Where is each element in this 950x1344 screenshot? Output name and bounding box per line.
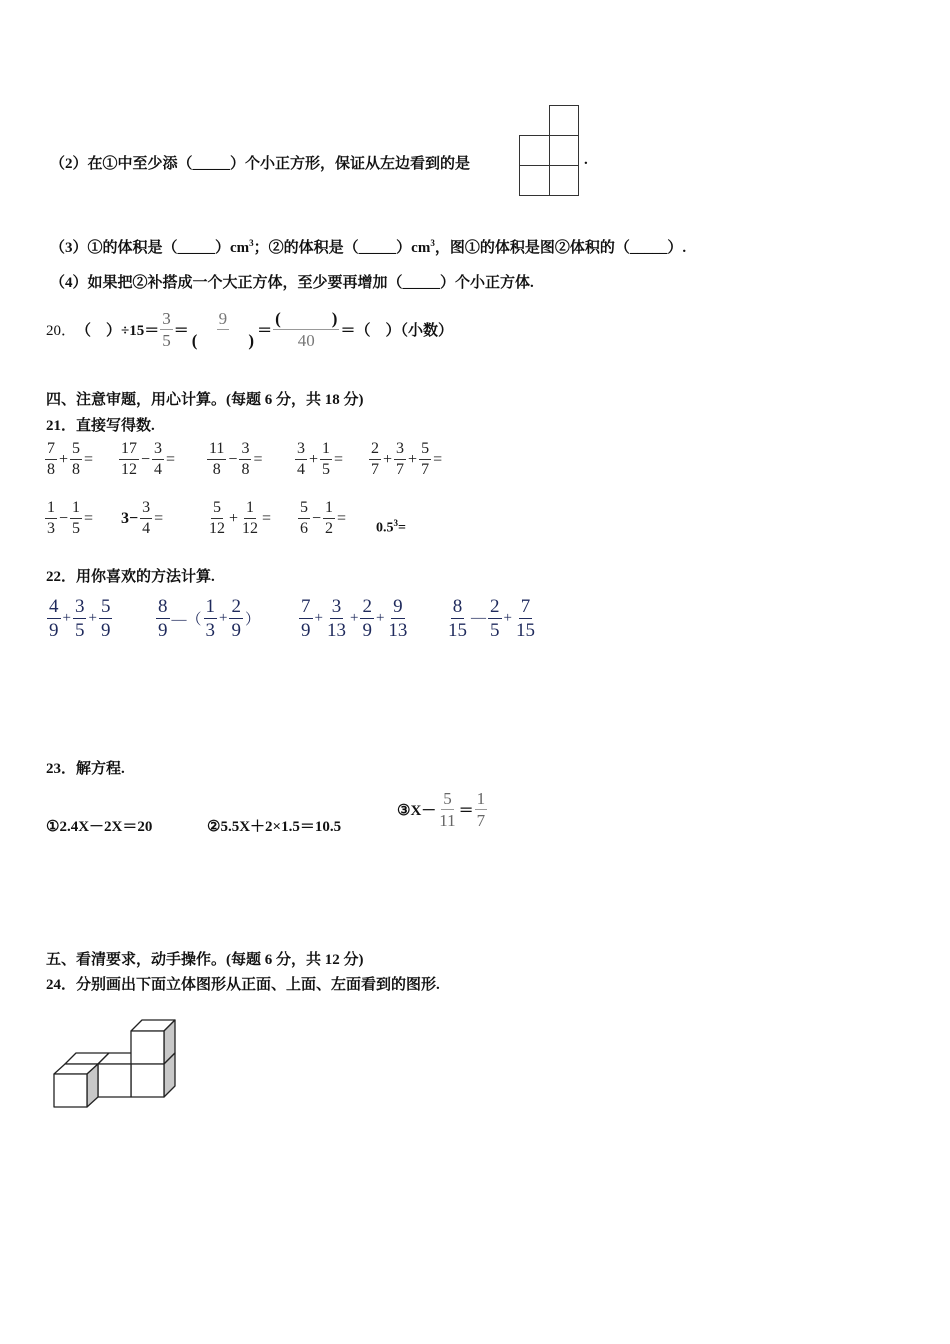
fraction xyxy=(394,441,406,478)
numerator: 8 xyxy=(158,596,168,617)
numerator: 1 xyxy=(320,441,332,460)
q22-expr1 xyxy=(46,597,113,640)
denominator: 4 xyxy=(297,461,305,478)
denominator: 13 xyxy=(326,620,346,641)
operator: + xyxy=(349,610,359,626)
operator: ） xyxy=(244,612,260,628)
fraction xyxy=(152,441,164,478)
q22-expr3 xyxy=(298,597,410,640)
q23-equation-3: ③X－ $\frac{5}{11}$ ＝ $\frac{1}{7}$ xyxy=(397,789,486,830)
numerator: 17 xyxy=(119,441,139,460)
fraction xyxy=(45,500,57,537)
q19-part3-a: （3）①的体积是（_____）cm xyxy=(50,240,250,256)
denominator: 6 xyxy=(300,520,308,537)
q21-row1-item5 xyxy=(368,441,443,478)
fraction xyxy=(325,597,348,640)
fraction xyxy=(240,500,260,537)
equals-sign: ＝ xyxy=(257,323,273,339)
grid-cell xyxy=(549,165,579,196)
q19-part3-c: ，图①的体积是图②体积的（_____）. xyxy=(434,240,687,256)
q21-row1-item2 xyxy=(118,441,176,478)
operator: + xyxy=(314,610,323,626)
operator: = xyxy=(433,450,443,468)
numerator: 3 xyxy=(331,596,342,617)
denominator: 12 xyxy=(242,520,259,537)
operator: + xyxy=(408,450,418,468)
fraction xyxy=(47,597,61,640)
operator: — xyxy=(471,610,486,626)
q21-row2-item3 xyxy=(206,500,272,537)
q19-part4-text: （4）如果把②补搭成一个大正方体，至少要再增加（_____）个小正方体. xyxy=(50,275,534,291)
section-5-heading: 五、看清要求，动手操作。(每题 6 分，共 12 分) xyxy=(46,952,364,968)
q19-part2-end: . xyxy=(584,152,588,168)
q22-title: 22．用你喜欢的方法计算. xyxy=(46,569,215,585)
cube-stack-figure xyxy=(45,1012,185,1112)
q19-part3 xyxy=(50,236,686,257)
fraction xyxy=(273,310,339,349)
operator: + xyxy=(59,450,69,468)
q24-title: 24．分别画出下面立体图形从正面、上面、左面看到的图形. xyxy=(46,977,440,993)
numerator: 7 xyxy=(520,596,531,617)
numerator: 4 xyxy=(49,596,59,617)
denominator: 8 xyxy=(241,461,250,478)
numerator: 1 xyxy=(205,596,216,617)
q22-expr4 xyxy=(445,597,538,640)
numerator: 7 xyxy=(45,441,57,460)
operator: + xyxy=(309,450,319,468)
numerator: 5 xyxy=(419,441,431,460)
numerator: 1 xyxy=(323,500,335,519)
equals-sign: ＝ xyxy=(173,323,189,339)
numerator: 5 xyxy=(70,441,82,460)
fraction xyxy=(298,500,310,537)
q21-row2-item1 xyxy=(44,500,94,537)
denominator: 15 xyxy=(515,620,535,641)
q21-row1-item3 xyxy=(206,441,263,478)
operator: − xyxy=(312,509,322,527)
numerator: 11 xyxy=(207,441,226,460)
operator: − xyxy=(141,450,151,468)
denominator: 9 xyxy=(158,620,168,641)
operator: + xyxy=(229,509,239,527)
fraction xyxy=(323,500,335,537)
fraction xyxy=(119,441,139,478)
denominator: 9 xyxy=(231,620,241,641)
denominator: 40 xyxy=(297,331,315,350)
denominator: 8 xyxy=(47,461,55,478)
denominator: 9 xyxy=(49,620,59,641)
q21-title: 21．直接写得数. xyxy=(46,418,155,434)
denominator: 12 xyxy=(209,520,225,537)
fraction xyxy=(99,597,113,640)
operator: = xyxy=(154,509,164,527)
numerator: 3 xyxy=(394,441,406,460)
denominator: 5 xyxy=(72,520,81,537)
denominator: 4 xyxy=(154,461,163,478)
fraction xyxy=(190,310,256,349)
q19-part3-b: ；②的体积是（_____）cm xyxy=(253,240,431,256)
fraction xyxy=(320,441,332,478)
fraction xyxy=(295,441,307,478)
numerator: 1 xyxy=(45,500,57,519)
q23-equation-1: ①2.4X－2X＝20 xyxy=(46,819,153,835)
q23-title: 23．解方程. xyxy=(46,761,125,777)
denominator: 3 xyxy=(47,520,55,537)
denominator: 5 xyxy=(162,331,171,350)
operator: + xyxy=(503,610,512,626)
operator: + xyxy=(62,610,71,626)
fraction xyxy=(204,597,218,640)
question-number: 20． xyxy=(46,323,77,339)
grid-cell xyxy=(519,135,550,166)
denominator: 4 xyxy=(142,520,151,537)
q21-row2-item4 xyxy=(297,500,347,537)
fraction xyxy=(70,441,82,478)
denominator: 7 xyxy=(371,461,379,478)
fraction xyxy=(488,597,502,640)
cube-face xyxy=(131,1031,164,1064)
operator: = xyxy=(253,450,263,468)
denominator: 5 xyxy=(490,620,500,641)
cube-face xyxy=(131,1064,164,1097)
denominator: ( ) xyxy=(191,331,255,350)
q21-row2-item2 xyxy=(120,500,164,537)
q23-equation-2: ②5.5X＋2×1.5＝10.5 xyxy=(207,819,342,835)
q20-tail: ＝（ ）（小数） xyxy=(340,323,453,339)
fraction xyxy=(386,597,409,640)
numerator: 3 xyxy=(152,441,164,460)
fraction xyxy=(369,441,381,478)
denominator: 9 xyxy=(100,620,111,641)
fraction xyxy=(156,597,170,640)
denominator: 9 xyxy=(362,620,372,641)
fraction xyxy=(419,441,431,478)
operator: + xyxy=(375,610,385,626)
fraction xyxy=(299,597,313,640)
denominator: 7 xyxy=(421,461,430,478)
numerator: 1 xyxy=(70,500,82,519)
numerator: 5 xyxy=(211,500,223,519)
operator: = xyxy=(337,509,347,527)
superscript-3: 3 xyxy=(430,238,435,248)
numerator: 3 xyxy=(239,441,251,460)
fraction xyxy=(70,500,82,537)
operator: = xyxy=(84,450,94,468)
fraction xyxy=(207,500,227,537)
operator: 3− xyxy=(121,509,139,527)
denominator: 9 xyxy=(301,620,311,641)
denominator: 8 xyxy=(212,461,221,478)
fraction xyxy=(140,500,152,537)
denominator: 8 xyxy=(72,461,81,478)
q20-lead: （ ）÷15＝ xyxy=(76,323,160,339)
fraction xyxy=(360,597,374,640)
numerator: 3 xyxy=(162,309,171,328)
denominator: 5 xyxy=(322,461,331,478)
superscript-3: 3 xyxy=(249,238,254,248)
numerator: 3 xyxy=(74,596,85,617)
fraction xyxy=(45,441,57,478)
fraction xyxy=(207,441,226,478)
q19-part4 xyxy=(50,271,534,292)
denominator: 5 xyxy=(74,620,85,641)
numerator: 1 xyxy=(476,789,486,808)
operator: − xyxy=(228,450,238,468)
grid-cell xyxy=(549,105,579,136)
numerator: 2 xyxy=(362,596,372,617)
fraction xyxy=(437,790,457,829)
fraction xyxy=(73,597,87,640)
fraction xyxy=(446,597,469,640)
numerator: 9 xyxy=(218,309,228,328)
numerator: 8 xyxy=(452,596,463,617)
q22-expr2 xyxy=(155,597,261,640)
numerator: 2 xyxy=(231,596,241,617)
operator: = xyxy=(166,450,176,468)
numerator: 2 xyxy=(490,596,500,617)
operator: + xyxy=(219,610,228,626)
fraction xyxy=(239,441,251,478)
fraction xyxy=(475,790,488,829)
numerator: 2 xyxy=(369,441,381,460)
grid-cell xyxy=(549,135,579,166)
operator: —（ xyxy=(171,612,202,628)
numerator: 3 xyxy=(295,441,307,460)
numerator: 5 xyxy=(100,596,111,617)
cube-face xyxy=(98,1064,131,1097)
operator: = xyxy=(84,509,94,527)
operator: + xyxy=(88,610,97,626)
operator: − xyxy=(59,509,69,527)
numerator: 5 xyxy=(298,500,310,519)
section-4-heading: 四、注意审题，用心计算。(每题 6 分，共 18 分) xyxy=(46,392,364,408)
denominator: 7 xyxy=(476,811,486,830)
denominator: 15 xyxy=(448,620,467,641)
numerator: 3 xyxy=(140,500,152,519)
operator: + xyxy=(383,450,393,468)
q21-row1-item4 xyxy=(294,441,344,478)
fraction xyxy=(514,597,537,640)
denominator: 3 xyxy=(205,620,216,641)
q21-row2-item5: $0.5^3=$ xyxy=(376,518,406,536)
q19-part2 xyxy=(50,152,470,173)
numerator: ( ) xyxy=(275,309,338,328)
numerator: 5 xyxy=(443,789,452,808)
denominator: 13 xyxy=(388,620,408,641)
q21-row1-item1 xyxy=(44,441,94,478)
denominator: 11 xyxy=(439,811,456,830)
denominator: 2 xyxy=(325,520,334,537)
cube-face xyxy=(54,1074,87,1107)
fraction xyxy=(229,597,243,640)
numerator: 9 xyxy=(393,596,403,617)
numerator: 1 xyxy=(244,500,256,519)
denominator: 7 xyxy=(396,461,405,478)
fraction xyxy=(160,310,173,349)
q19-part2-text: （2）在①中至少添（_____）个小正方形，保证从左边看到的是 xyxy=(50,156,471,172)
numerator: 7 xyxy=(301,596,311,617)
operator: = xyxy=(262,509,272,527)
grid-cell xyxy=(519,165,550,196)
operator: = xyxy=(334,450,344,468)
q20 xyxy=(46,310,453,349)
denominator: 12 xyxy=(121,461,137,478)
